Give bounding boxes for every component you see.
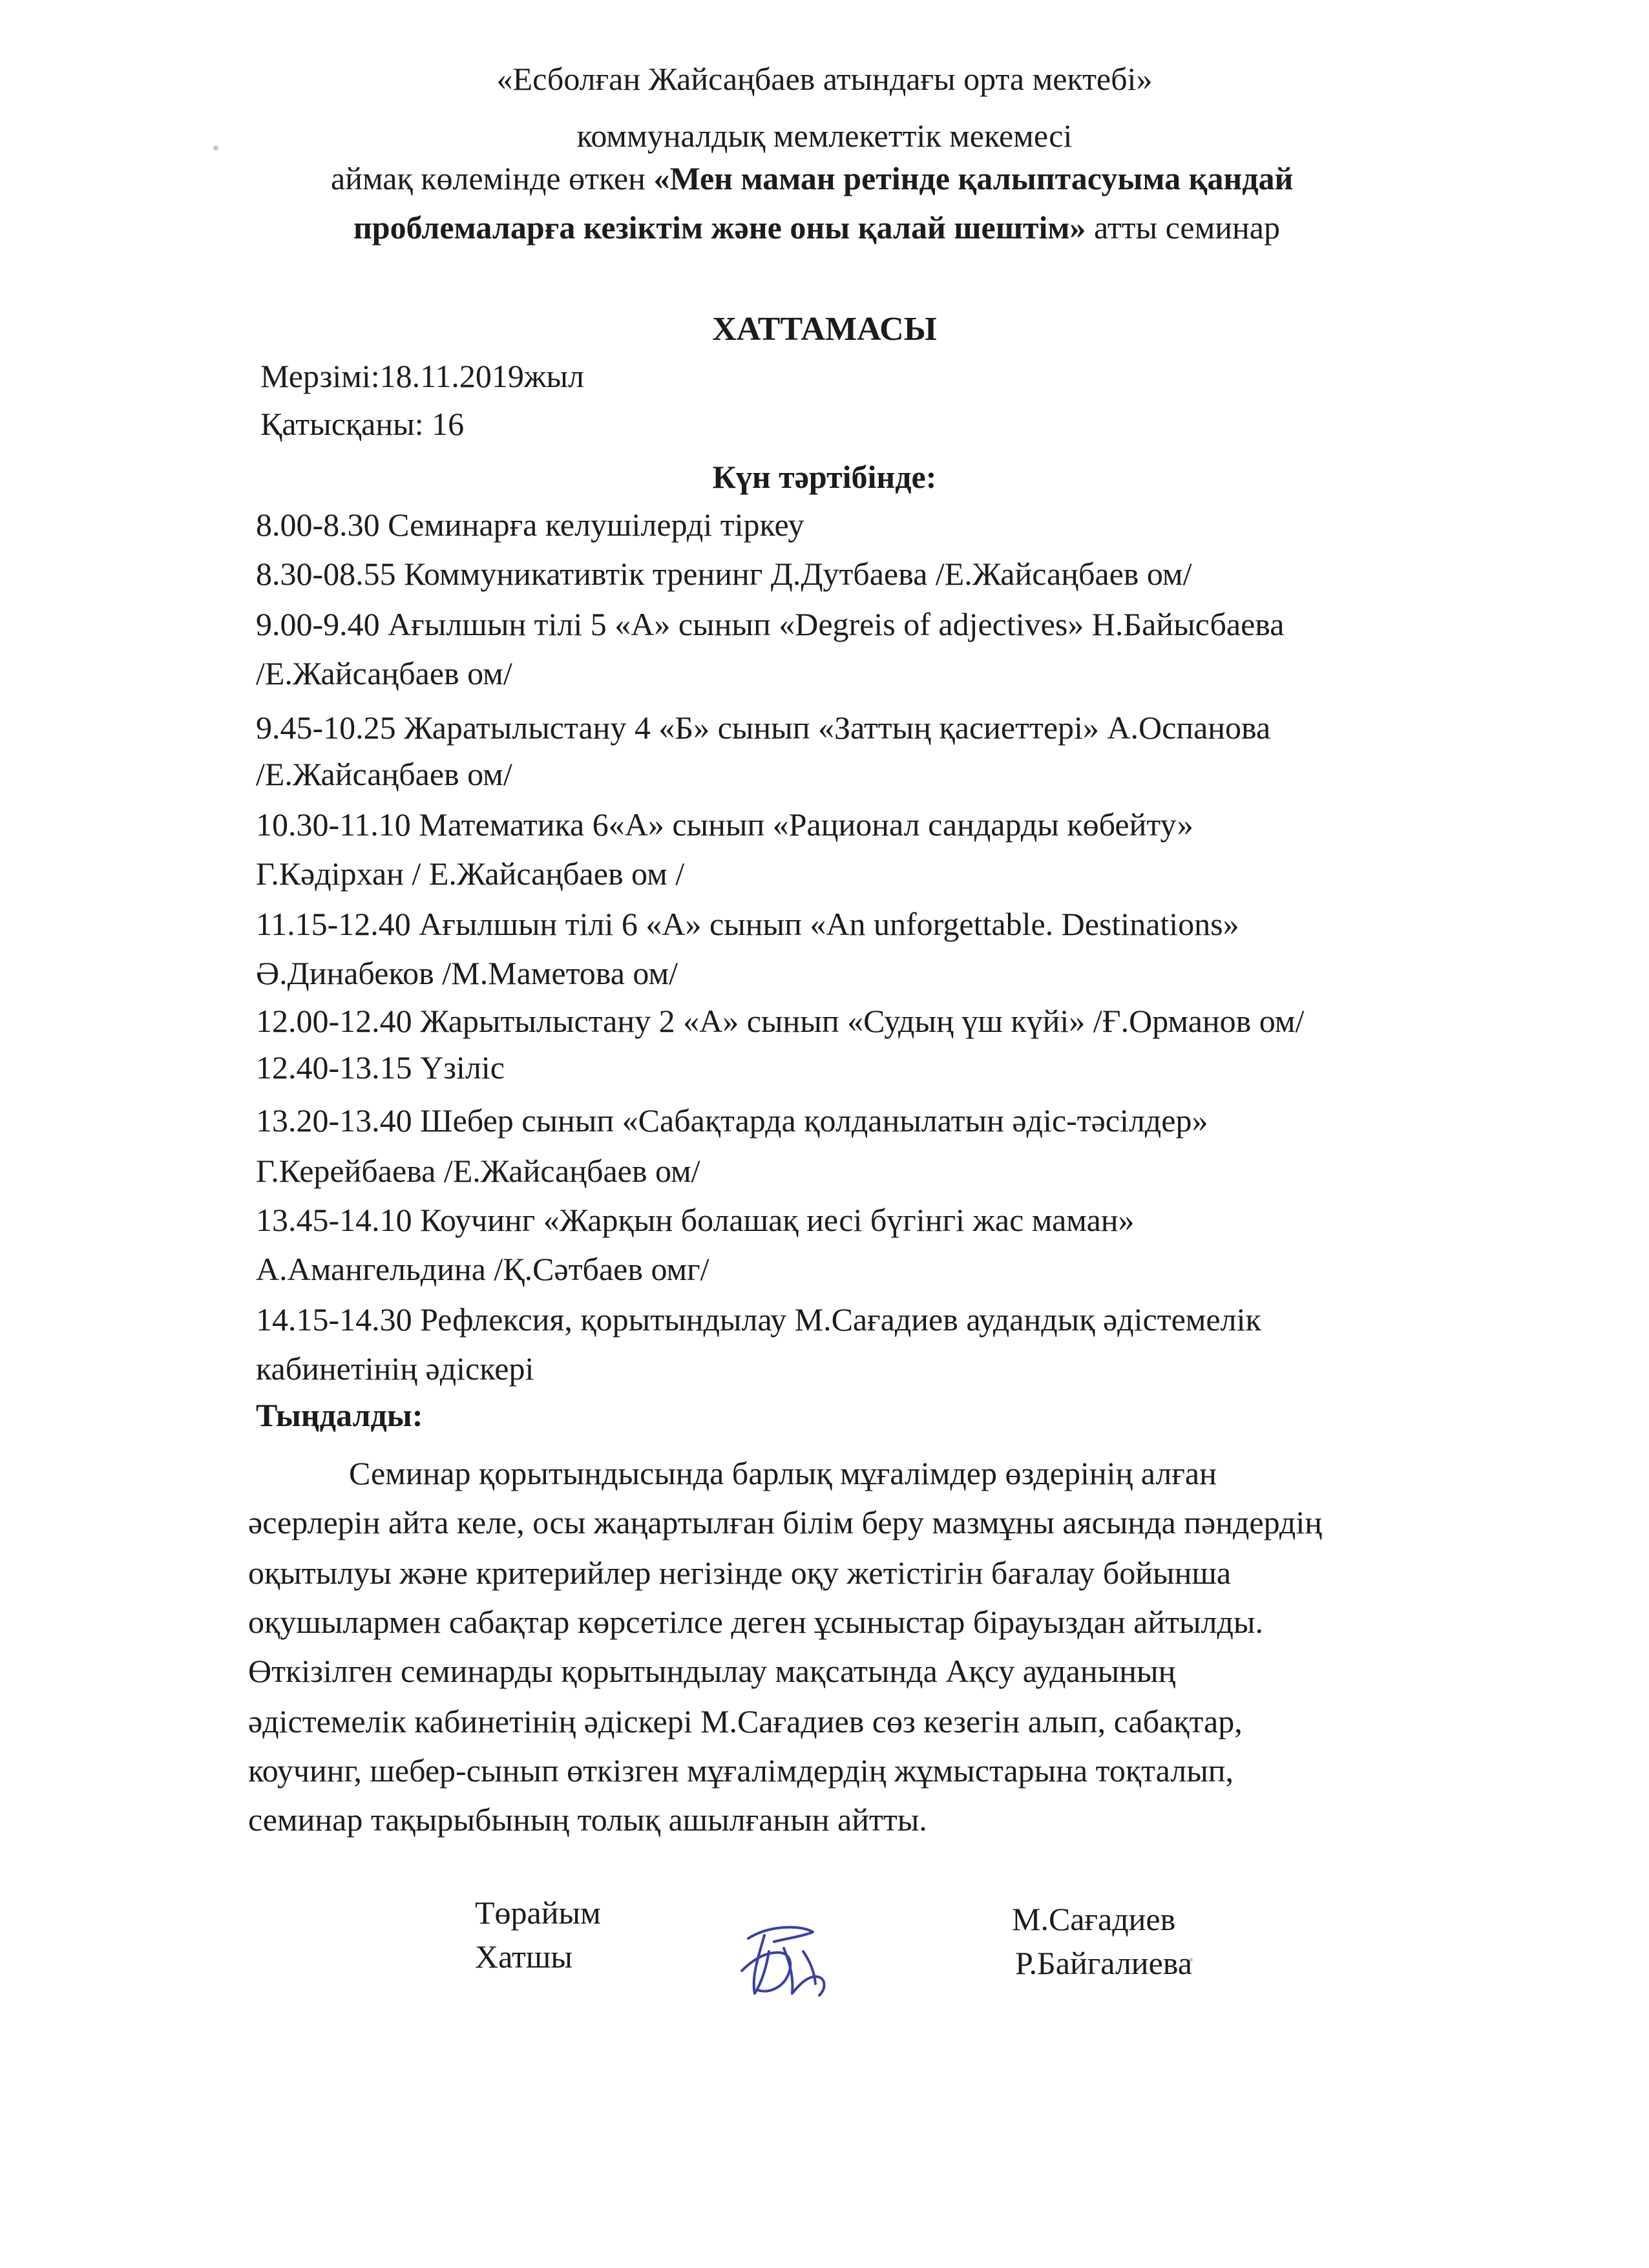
header-seminar-line-1 [331,159,1293,198]
heard-heading: Тыңдалды: [256,1397,423,1433]
agenda-line: 11.15-12.40 Ағылшын тілі 6 «А» сынып «An unforgettable. Destinations» [256,906,1239,942]
agenda-line: Г.Кәдірхан / Е.Жайсаңбаев ом / [256,856,685,892]
agenda-line: кабинетінің әдіскері [256,1350,534,1387]
document-title: ХАТТАМАСЫ [712,311,937,348]
agenda-line: 9.00-9.40 Ағылшын тілі 5 «А» сынып «Degreis of adjectives» Н.Байысбаева [256,606,1285,642]
header-seminar-intro: аймақ көлемінде өткен [331,160,654,196]
agenda-line: 12.00-12.40 Жарытылыстану 2 «А» сынып «Судың үш күйі» /Ғ.Орманов ом/ [256,1003,1305,1039]
agenda-line: /Е.Жайсаңбаев ом/ [256,756,512,792]
header-seminar-suffix: атты семинар [1086,209,1280,246]
agenda-line: 13.45-14.10 Коучинг «Жарқын болашақ иесі бүгінгі жас маман» [256,1202,1135,1238]
meeting-date: Мерзімі:18.11.2019жыл [260,358,584,394]
agenda-line: 13.20-13.40 Шебер сынып «Сабақтарда қолданылатын әдіс-тәсілдер» [256,1102,1208,1139]
agenda-line: Г.Керейбаева /Е.Жайсаңбаев ом/ [256,1153,700,1189]
agenda-heading: Күн тәртібінде: [712,459,937,495]
heard-paragraph-line: әдістемелік кабинетінің әдіскері М.Сағадиев сөз кезегін алып, сабақтар, [248,1703,1243,1739]
agenda-line: 10.30-11.10 Математика 6«А» сынып «Рационал сандарды көбейту» [256,806,1193,843]
header-seminar-title-part-2: проблемаларға кезіктім және оны қалай шештім» [353,209,1086,246]
header-school-name: «Есболған Жайсаңбаев атындағы орта мектебі» [496,61,1153,97]
header-institution-type: коммуналдық мемлекеттік мекемесі [576,118,1073,154]
agenda-line: 8.30-08.55 Коммуникативтік тренинг Д.Дутбаева /Е.Жайсаңбаев ом/ [256,556,1192,592]
chair-label: Төрайым [475,1895,601,1931]
agenda-line: А.Амангельдина /Қ.Сәтбаев омг/ [256,1251,709,1287]
participant-count: Қатысқаны: 16 [260,406,465,442]
heard-paragraph-line: Өткізілген семинарды қорытындылау мақсатында Ақсу ауданының [248,1653,1176,1689]
secretary-label: Хатшы [475,1938,572,1975]
heard-paragraph-line: коучинг, шебер-сынып өткізген мұғалімдердің жұмыстарына тоқталып, [248,1752,1234,1789]
heard-paragraph-line: семинар тақырыбының толық ашылғанын айтты. [248,1801,927,1838]
chair-name: М.Сағадиев [1012,1901,1176,1937]
handwritten-signature [729,1913,839,2010]
heard-paragraph-line: әсерлерін айта келе, осы жаңартылған білім беру мазмұны аясында пәндердің [248,1504,1323,1540]
heard-paragraph-line: оқытылуы және критерийлер негізінде оқу жетістігін бағалау бойынша [248,1555,1232,1591]
agenda-line: /Е.Жайсаңбаев ом/ [256,655,512,691]
agenda-line: 12.40-13.15 Үзіліс [256,1049,505,1086]
heard-paragraph-line: Семинар қорытындысында барлық мұғалімдер өздерінің алған [349,1455,1217,1491]
agenda-line: 8.00-8.30 Семинарға келушілерді тіркеу [256,507,804,543]
header-seminar-line-2 [353,208,1280,247]
secretary-name: Р.Байгалиева [1015,1945,1192,1981]
heard-paragraph-line: оқушылармен сабақтар көрсетілсе деген ұсыныстар бірауыздан айтылды. [248,1604,1264,1640]
header-seminar-title-part-1: «Мен маман ретінде қалыптасуыма қандай [653,160,1294,196]
agenda-line: 14.15-14.30 Рефлексия, қорытындылау М.Сағадиев аудандық әдістемелік [256,1301,1261,1338]
agenda-line: Ә.Динабеков /М.Маметова ом/ [256,955,678,991]
agenda-line: 9.45-10.25 Жаратылыстану 4 «Б» сынып «Заттың қасиеттері» А.Оспанова [256,709,1271,746]
